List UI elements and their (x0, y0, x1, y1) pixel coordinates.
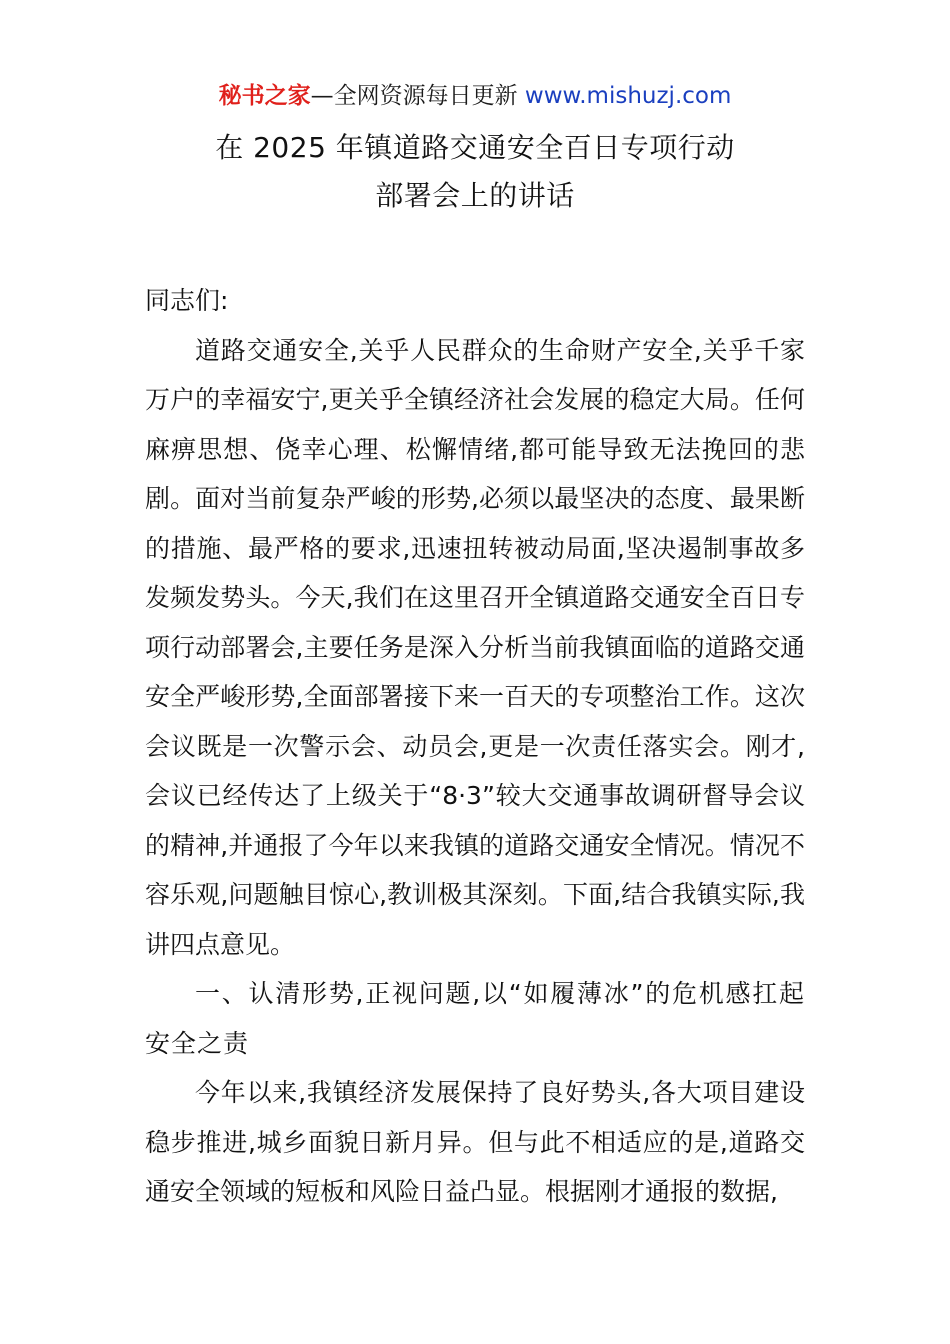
brand-name: 秘书之家 (218, 83, 311, 109)
section-heading-1: 一、认清形势,正视问题,以“如履薄冰”的危机感扛起安全之责 (145, 979, 805, 1058)
document-title-line-1: 在 2025 年镇道路交通安全百日专项行动 (215, 131, 735, 164)
site-url-link[interactable]: www.mishuzj.com (524, 83, 732, 109)
document-title-line-2: 部署会上的讲话 (375, 179, 575, 212)
header-tagline: —全网资源每日更新 (310, 83, 518, 109)
salutation: 同志们: (145, 286, 229, 315)
body-paragraph-2: 今年以来,我镇经济发展保持了良好势头,各大项目建设稳步推进,城乡面貌日新月异。但与此不相适应的是,道路交通安全领域的短板和风险日益凸显。根据刚才通报的数据, (145, 1078, 805, 1206)
document-body (145, 276, 805, 1217)
body-paragraph-1: 道路交通安全,关乎人民群众的生命财产安全,关乎千家万户的幸福安宁,更关乎全镇经济社会发展的稳定大局。任何麻痹思想、侥幸心理、松懈情绪,都可能导致无法挽回的悲剧。面对当前复杂严峻的形势,必须以最坚决的态度、最果断的措施、最严格的要求,迅速扭转被动局面,坚决遏制事故多发频发势头。今天,我们在这里召开全镇道路交通安全百日专项行动部署会,主要任务是深入分析当前我镇面临的道路交通安全严峻形势,全面部署接下来一百天的专项整治工作。这次会议既是一次警示会、动员会,更是一次责任落实会。刚才,会议已经传达了上级关于“8·3”较大交通事故调研督导会议的精神,并通报了今年以来我镇的道路交通安全情况。情况不容乐观,问题触目惊心,教训极其深刻。下面,结合我镇实际,我讲四点意见。 (145, 335, 805, 959)
site-header (0, 80, 950, 112)
